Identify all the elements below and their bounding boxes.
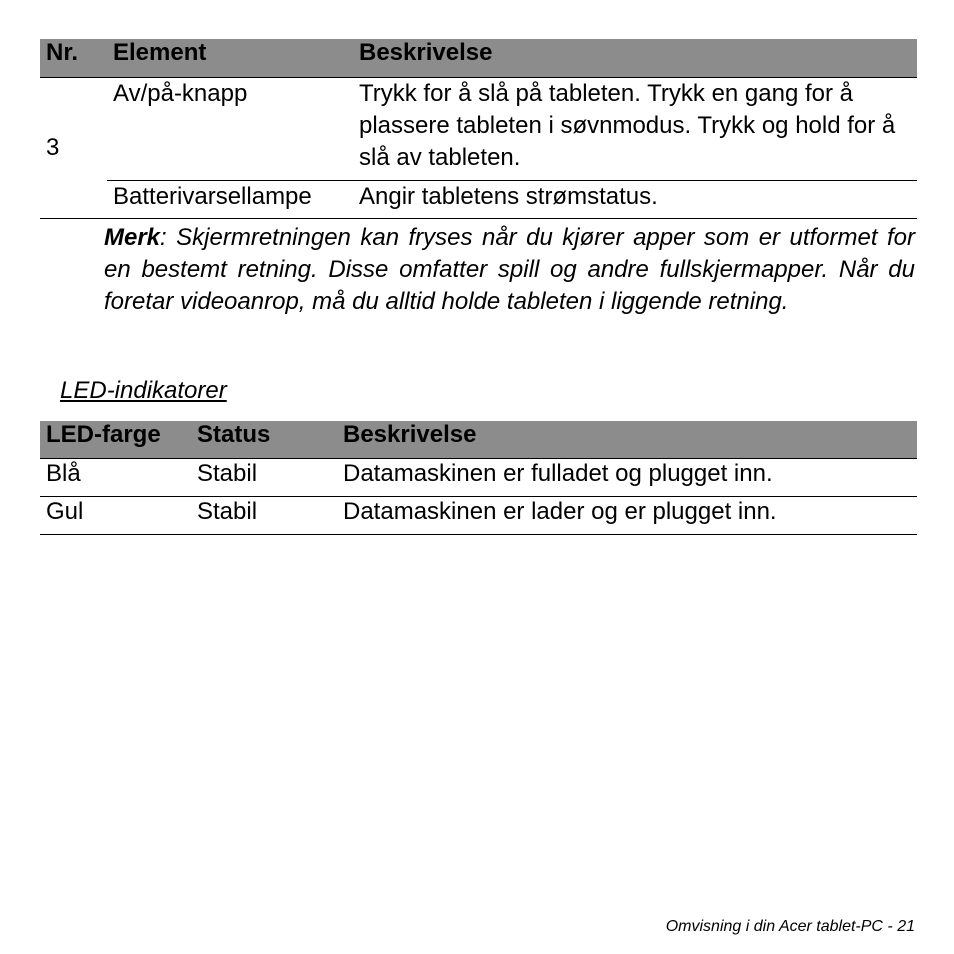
- row-number: 3: [40, 78, 107, 219]
- header-status: Status: [191, 421, 337, 459]
- table-row: [40, 497, 917, 535]
- table-row: [40, 78, 917, 181]
- header-element: Element: [107, 39, 353, 78]
- page-footer: Omvisning i din Acer tablet-PC - 21: [665, 918, 915, 935]
- table-row: [40, 181, 917, 219]
- note-paragraph: [104, 222, 915, 318]
- led-color: Blå: [40, 459, 191, 497]
- element-name: Av/på-knapp: [107, 78, 353, 181]
- table-row: [40, 459, 917, 497]
- section-heading-led: LED-indikatorer: [60, 377, 227, 404]
- table-header-row: [40, 421, 917, 459]
- led-table: [40, 421, 917, 535]
- note-text: : Skjermretningen kan fryses når du kjører apper som er utformet for en bestemt retning. Disse omfatter spill og andre fullskjermapper. Når du foretar videoanrop, må du alltid holde tableten i liggende retning.: [104, 224, 915, 315]
- led-status: Stabil: [191, 497, 337, 535]
- table-header-row: [40, 39, 917, 78]
- note-label: Merk: [104, 224, 161, 251]
- led-color: Gul: [40, 497, 191, 535]
- led-description: Datamaskinen er fulladet og plugget inn.: [337, 459, 917, 497]
- led-description: Datamaskinen er lader og er plugget inn.: [337, 497, 917, 535]
- buttons-table: [40, 39, 917, 219]
- element-description: Trykk for å slå på tableten. Trykk en gang for å plassere tableten i søvnmodus. Trykk og hold for å slå av tableten.: [353, 78, 917, 181]
- element-name: Batterivarsellampe: [107, 181, 353, 219]
- header-description: Beskrivelse: [337, 421, 917, 459]
- header-nr: Nr.: [40, 39, 107, 78]
- led-status: Stabil: [191, 459, 337, 497]
- header-description: Beskrivelse: [353, 39, 917, 78]
- header-led-color: LED-farge: [40, 421, 191, 459]
- element-description: Angir tabletens strømstatus.: [353, 181, 917, 219]
